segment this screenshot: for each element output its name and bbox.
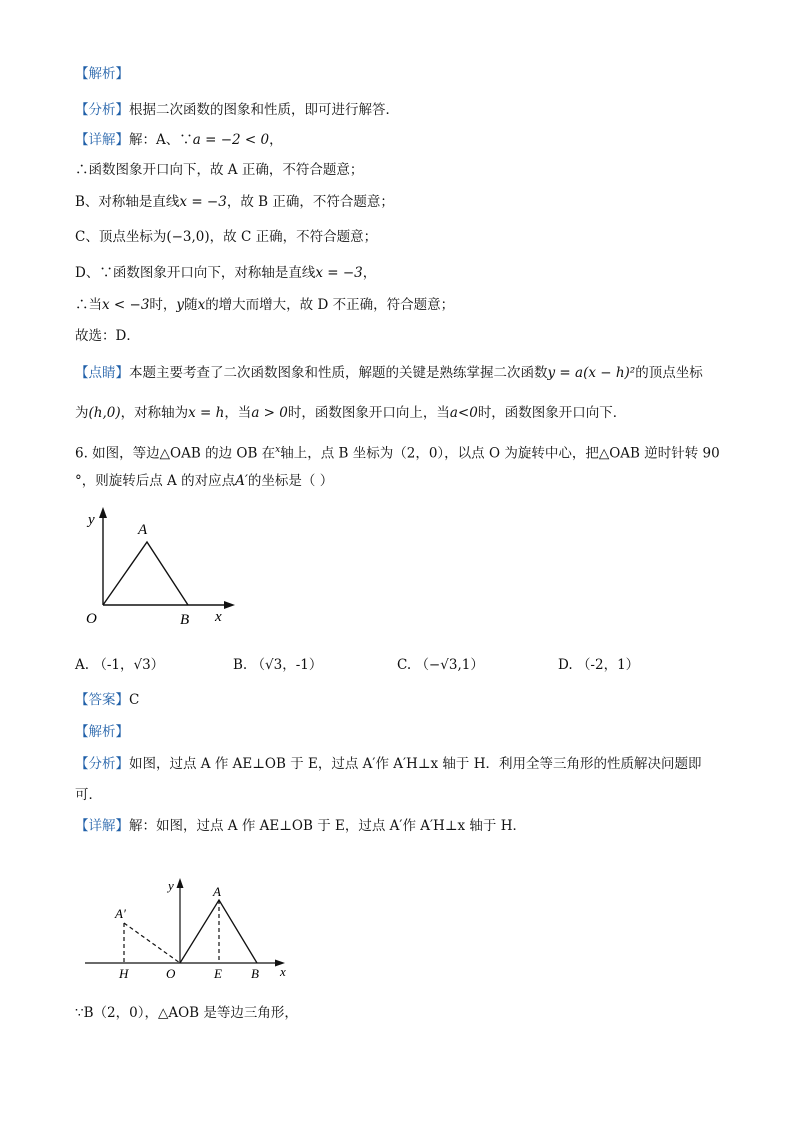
question-stem-2: °，则旋转后点 A 的对应点A′的坐标是（ ）	[75, 473, 334, 489]
detail-line-2: B、对称轴是直线x = −3，故 B 正确，不符合题意；	[75, 194, 394, 210]
y-axis-arrow-2	[177, 878, 184, 888]
origin-label: O	[86, 611, 97, 627]
analysis-line-2b: 可．	[75, 787, 102, 803]
comment-line: 【点睛】本题主要考查了二次函数图象和性质，解题的关键是熟练掌握二次函数y = a(x − h)²的顶点坐标	[75, 365, 703, 381]
detail-line: 【详解】解：A、∵a = −2 < 0，	[75, 132, 283, 148]
option-c[interactable]: C. （−√3,1）	[397, 657, 484, 673]
detail-line-q6: 【详解】解：如图，过点 A 作 AE⊥OB 于 E，过点 A′作 A′H⊥x 轴于 H．	[75, 818, 526, 834]
segment-a-prime-o	[124, 923, 180, 963]
detail-line-3: C、顶点坐标为(−3,0)，故 C 正确，不符合题意；	[75, 229, 378, 245]
section-header: 【解析】	[75, 66, 129, 82]
analysis-line: 【分析】根据二次函数的图象和性质，即可进行解答．	[75, 102, 399, 118]
point-e-label: E	[214, 966, 222, 981]
triangle-oab	[103, 542, 188, 605]
point-b-label-2: B	[251, 966, 259, 981]
option-b[interactable]: B. （√3，-1）	[233, 657, 323, 673]
x-axis-arrow	[224, 601, 235, 609]
point-a-prime-label: A′	[115, 906, 126, 921]
triangle-figure	[70, 505, 240, 635]
detail-line-5: ∴当x < −3时，y随x的增大而增大，故 D 不正确，符合题意；	[75, 297, 455, 313]
point-a-label: A	[138, 522, 148, 538]
comment-line-2: 为(h,0)，对称轴为x = h，当a > 0时，函数图象开口向上，当a<0时，函数图象开口向下．	[75, 405, 627, 421]
y-label: y	[88, 512, 95, 528]
option-a[interactable]: A. （-1，√3）	[75, 657, 165, 673]
point-a-label-2: A	[213, 884, 221, 899]
y-axis-arrow	[99, 507, 107, 518]
option-d[interactable]: D. （-2，1）	[558, 657, 640, 673]
y-label-2: y	[168, 878, 174, 893]
analysis-line-2: 【分析】如图，过点 A 作 AE⊥OB 于 E，过点 A′作 A′H⊥x 轴于 H．利用全等三角形的性质解决问题即	[75, 756, 702, 772]
x-label: x	[215, 609, 222, 625]
final-line: ∵B（2，0），△AOB 是等边三角形，	[75, 1005, 298, 1021]
rotation-figure	[80, 872, 295, 982]
detail-line-6: 故选：D．	[75, 328, 140, 344]
point-h-label: H	[119, 966, 129, 981]
detail-line-1: ∴函数图象开口向下，故 A 正确，不符合题意；	[75, 162, 364, 178]
answer-line: 【答案】C	[75, 692, 140, 708]
point-b-label: B	[180, 612, 190, 628]
detail-line-4: D、∵函数图象开口向下，对称轴是直线x = −3，	[75, 265, 377, 281]
section-header-2: 【解析】	[75, 724, 129, 740]
origin-label-2: O	[166, 966, 176, 981]
question-stem-1: 6. 如图，等边△OAB 的边 OB 在$^x$轴上，点 B 坐标为（2，0），以点 O 为旋转中心，把△OAB 逆时针转 90	[75, 445, 720, 462]
x-label-2: x	[280, 964, 286, 979]
